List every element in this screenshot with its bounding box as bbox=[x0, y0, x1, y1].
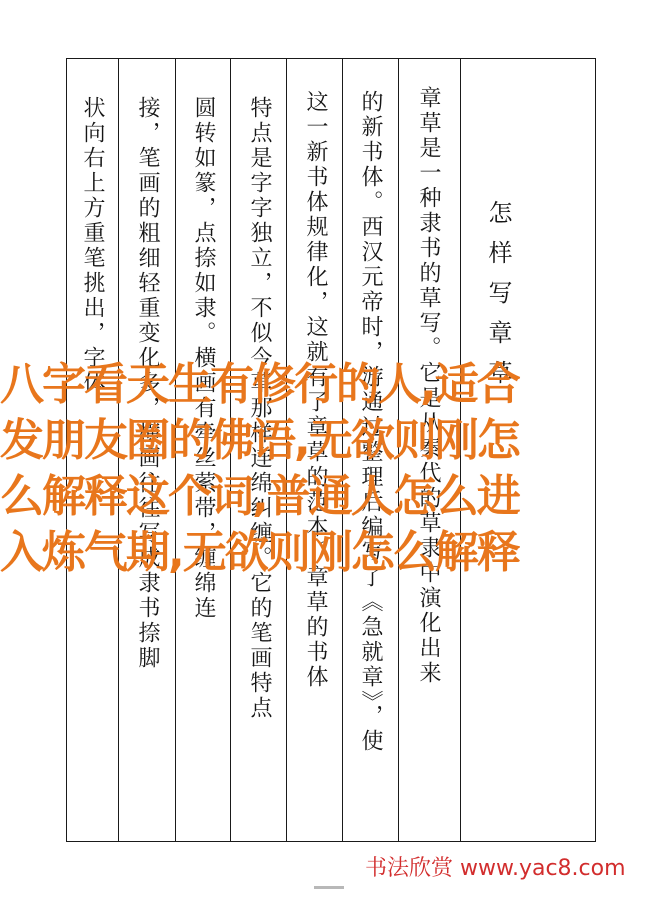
page-number-mark bbox=[314, 886, 344, 889]
article-title: 怎样写章草 bbox=[484, 200, 512, 400]
overlay-headline bbox=[0, 357, 670, 581]
site-watermark: 书法欣赏 www.yac8.com bbox=[365, 856, 626, 881]
text-column-3: 这一新书体规律化，这就有了章草的范本。章草的书体 bbox=[303, 90, 328, 690]
overlay-line: 发朋友圈的佛语,无欲则刚怎 bbox=[0, 415, 519, 466]
text-column-5: 圆转如篆，点捺如隶。横画有牵丝萦带，缠绵连 bbox=[191, 96, 216, 621]
text-column-6: 接，笔画的粗细轻重变化多，横画往往写成隶书捺脚 bbox=[135, 96, 160, 671]
text-column-1: 章草是一种隶书的草写。它是从秦代的草隶中演化出来 bbox=[416, 86, 441, 686]
overlay-line: 么解释这个词,普通人怎么进 bbox=[0, 471, 519, 522]
overlay-line: 入炼气期,无欲则刚怎么解释 bbox=[0, 527, 519, 578]
overlay-line: 八字看天生有修行的人,适合 bbox=[0, 359, 519, 410]
text-column-2: 的新书体。西汉元帝时，游通过整理后编写了《急就章》，使 bbox=[358, 90, 383, 754]
text-column-4: 特点是字字独立，不似今草那样连绵纠缠。它的笔画特点 bbox=[247, 96, 272, 721]
text-column-7: 状向右上方重笔挑出，字体 bbox=[80, 96, 105, 396]
